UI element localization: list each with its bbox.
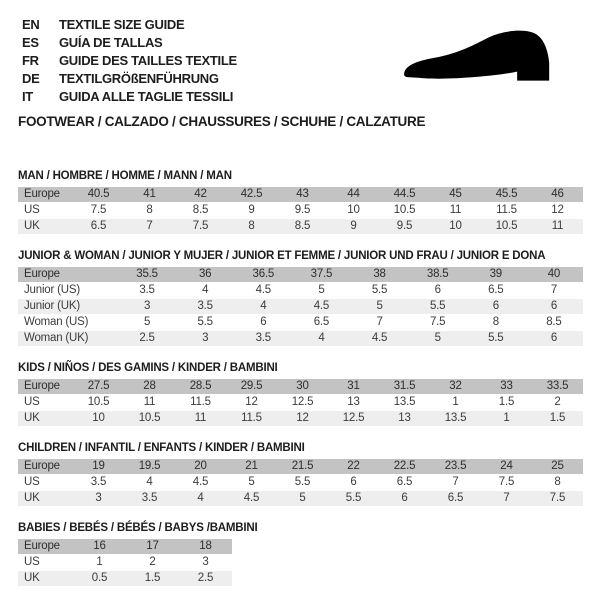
row-label: US (18, 395, 73, 411)
size-cell: 10.5 (379, 203, 430, 219)
size-cell: 35.5 (118, 267, 176, 283)
size-cell: 2 (532, 395, 583, 411)
row-label: Europe (18, 187, 73, 203)
size-cell: 42.5 (226, 187, 277, 203)
size-cell: 7.5 (481, 475, 532, 491)
size-cell: 45 (430, 187, 481, 203)
row-label: Junior (UK) (18, 299, 118, 315)
size-cell: 3 (176, 331, 234, 347)
size-cell: 44.5 (379, 187, 430, 203)
size-cell: 36 (176, 267, 234, 283)
size-cell: 5.5 (328, 491, 379, 507)
row-label: UK (18, 411, 73, 427)
size-cell: 13.5 (379, 395, 430, 411)
size-cell: 4 (292, 331, 350, 347)
row-label: Woman (UK) (18, 331, 118, 347)
language-code: DE (22, 71, 40, 86)
size-table (18, 539, 232, 587)
size-cell: 9.5 (277, 203, 328, 219)
size-cell: 28.5 (175, 379, 226, 395)
row-label: Woman (US) (18, 315, 118, 331)
size-cell: 18 (179, 539, 232, 555)
size-cell: 5.5 (467, 331, 525, 347)
section-babies (18, 522, 583, 587)
size-cell: 37.5 (292, 267, 350, 283)
size-cell: 0.5 (73, 571, 126, 587)
size-cell: 6 (379, 491, 430, 507)
size-cell: 5.5 (409, 299, 467, 315)
size-cell: 7.5 (175, 219, 226, 235)
row-label: Junior (US) (18, 283, 118, 299)
row-label: UK (18, 571, 73, 587)
size-cell: 13.5 (430, 411, 481, 427)
size-cell: 20 (175, 459, 226, 475)
size-cell: 19.5 (124, 459, 175, 475)
size-cell: 16 (73, 539, 126, 555)
size-cell: 3 (73, 491, 124, 507)
size-cell: 10 (430, 219, 481, 235)
header (18, 12, 583, 106)
size-cell: 6 (525, 331, 583, 347)
size-cell: 3 (179, 555, 232, 571)
size-cell: 6 (234, 315, 292, 331)
size-cell: 4.5 (292, 299, 350, 315)
table-row (18, 283, 583, 299)
size-cell: 8.5 (525, 315, 583, 331)
size-cell: 1.5 (481, 395, 532, 411)
size-cell: 3.5 (234, 331, 292, 347)
table-row (18, 555, 232, 571)
size-cell: 6 (409, 283, 467, 299)
size-cell: 38 (351, 267, 409, 283)
size-cell: 44 (328, 187, 379, 203)
size-cell: 5.5 (176, 315, 234, 331)
language-code: IT (22, 89, 33, 104)
size-table (18, 379, 583, 427)
table-row (18, 475, 583, 491)
size-cell: 9 (328, 219, 379, 235)
table-row (18, 187, 583, 203)
size-cell: 10.5 (124, 411, 175, 427)
size-cell: 28 (124, 379, 175, 395)
size-cell: 40 (525, 267, 583, 283)
size-cell: 8 (124, 203, 175, 219)
size-cell: 1 (481, 411, 532, 427)
table-title: MAN / HOMBRE / HOMME / MANN / MAN (18, 170, 232, 182)
size-cell: 21 (226, 459, 277, 475)
size-cell: 13 (328, 395, 379, 411)
language-code: ES (22, 35, 39, 50)
table-row (18, 571, 232, 587)
row-label: UK (18, 219, 73, 235)
table-row (18, 299, 583, 315)
size-cell: 3.5 (176, 299, 234, 315)
table-row (18, 379, 583, 395)
language-row (22, 34, 237, 52)
table-title: JUNIOR & WOMAN / JUNIOR Y MUJER / JUNIOR ET FEMME / JUNIOR UND FRAU / JUNIOR E DONA (18, 250, 546, 262)
language-row (22, 16, 237, 34)
size-cell: 6.5 (379, 475, 430, 491)
size-cell: 5 (409, 331, 467, 347)
table-row (18, 411, 583, 427)
size-cell: 6.5 (292, 315, 350, 331)
size-cell: 2 (126, 555, 179, 571)
size-cell: 1 (430, 395, 481, 411)
size-cell: 6.5 (467, 283, 525, 299)
table-row (18, 331, 583, 347)
table-row (18, 539, 232, 555)
size-cell: 3.5 (118, 283, 176, 299)
row-label: Europe (18, 267, 118, 283)
size-cell: 7.5 (409, 315, 467, 331)
size-cell: 3.5 (124, 491, 175, 507)
size-cell: 4.5 (175, 475, 226, 491)
size-cell: 5.5 (277, 475, 328, 491)
size-cell: 11 (430, 203, 481, 219)
table-row (18, 219, 583, 235)
size-cell: 22.5 (379, 459, 430, 475)
size-cell: 11.5 (175, 395, 226, 411)
size-cell: 8.5 (175, 203, 226, 219)
language-title: TEXTILGRÖßENFÜHRUNG (59, 71, 219, 86)
size-tables (18, 170, 583, 587)
size-cell: 36.5 (234, 267, 292, 283)
dress-shoe-icon (397, 25, 575, 97)
table-row (18, 491, 583, 507)
size-cell: 33 (481, 379, 532, 395)
size-cell: 12 (226, 395, 277, 411)
table-row (18, 315, 583, 331)
language-row (22, 70, 237, 88)
size-cell: 4 (124, 475, 175, 491)
size-cell: 5 (351, 299, 409, 315)
size-cell: 10 (73, 411, 124, 427)
size-cell: 7 (124, 219, 175, 235)
size-cell: 7 (525, 283, 583, 299)
size-cell: 8.5 (277, 219, 328, 235)
size-cell: 4 (234, 299, 292, 315)
size-cell: 12.5 (277, 395, 328, 411)
size-cell: 7 (481, 491, 532, 507)
size-cell: 31.5 (379, 379, 430, 395)
size-cell: 8 (467, 315, 525, 331)
row-label: Europe (18, 379, 73, 395)
size-cell: 12 (532, 203, 583, 219)
size-cell: 9.5 (379, 219, 430, 235)
size-cell: 11.5 (226, 411, 277, 427)
size-cell: 17 (126, 539, 179, 555)
table-title: CHILDREN / INFANTIL / ENFANTS / KINDER / BAMBINI (18, 442, 305, 454)
size-cell: 4.5 (351, 331, 409, 347)
size-cell: 11 (175, 411, 226, 427)
size-cell: 1.5 (126, 571, 179, 587)
size-cell: 43 (277, 187, 328, 203)
language-row (22, 52, 237, 70)
size-cell: 11 (532, 219, 583, 235)
size-cell: 5 (292, 283, 350, 299)
language-title: GUIDA ALLE TAGLIE TESSILI (59, 89, 234, 104)
size-cell: 1.5 (532, 411, 583, 427)
size-cell: 7 (351, 315, 409, 331)
size-cell: 7.5 (73, 203, 124, 219)
size-cell: 12 (277, 411, 328, 427)
row-label: UK (18, 491, 73, 507)
size-cell: 10 (328, 203, 379, 219)
table-row (18, 395, 583, 411)
section-children (18, 442, 583, 507)
size-cell: 9 (226, 203, 277, 219)
size-cell: 25 (532, 459, 583, 475)
size-cell: 33.5 (532, 379, 583, 395)
size-cell: 11.5 (481, 203, 532, 219)
size-cell: 5 (118, 315, 176, 331)
size-cell: 22 (328, 459, 379, 475)
size-table (18, 459, 583, 507)
size-cell: 6 (525, 299, 583, 315)
table-title: KIDS / NIÑOS / DES GAMINS / KINDER / BAMBINI (18, 362, 278, 374)
size-cell: 7.5 (532, 491, 583, 507)
size-cell: 45.5 (481, 187, 532, 203)
size-cell: 32 (430, 379, 481, 395)
size-cell: 19 (73, 459, 124, 475)
size-cell: 42 (175, 187, 226, 203)
size-cell: 6.5 (73, 219, 124, 235)
size-cell: 40.5 (73, 187, 124, 203)
size-cell: 2.5 (118, 331, 176, 347)
size-cell: 5 (226, 475, 277, 491)
size-cell: 23.5 (430, 459, 481, 475)
size-cell: 21.5 (277, 459, 328, 475)
language-list (18, 12, 237, 106)
size-cell: 39 (467, 267, 525, 283)
size-cell: 31 (328, 379, 379, 395)
row-label: Europe (18, 459, 73, 475)
size-table (18, 187, 583, 235)
size-cell: 8 (226, 219, 277, 235)
size-cell: 2.5 (179, 571, 232, 587)
size-cell: 5.5 (351, 283, 409, 299)
size-cell: 3 (118, 299, 176, 315)
language-title: GUÍA DE TALLAS (59, 35, 163, 50)
size-cell: 3.5 (73, 475, 124, 491)
size-cell: 5 (277, 491, 328, 507)
row-label: US (18, 475, 73, 491)
size-cell: 13 (379, 411, 430, 427)
category-title: FOOTWEAR / CALZADO / CHAUSSURES / SCHUHE / CALZATURE (18, 114, 426, 129)
section-kids (18, 362, 583, 427)
size-cell: 6 (328, 475, 379, 491)
table-row (18, 267, 583, 283)
size-cell: 4.5 (234, 283, 292, 299)
table-row (18, 459, 583, 475)
size-cell: 10.5 (73, 395, 124, 411)
size-cell: 4.5 (226, 491, 277, 507)
size-table (18, 267, 583, 347)
size-cell: 11 (124, 395, 175, 411)
size-cell: 6 (467, 299, 525, 315)
size-cell: 8 (532, 475, 583, 491)
size-cell: 38.5 (409, 267, 467, 283)
language-code: FR (22, 53, 39, 68)
section-junior (18, 250, 583, 347)
section-man (18, 170, 583, 235)
row-label: US (18, 203, 73, 219)
size-cell: 12.5 (328, 411, 379, 427)
language-row (22, 88, 237, 106)
language-code: EN (22, 17, 40, 32)
size-cell: 24 (481, 459, 532, 475)
size-cell: 6.5 (430, 491, 481, 507)
row-label: Europe (18, 539, 73, 555)
size-cell: 27.5 (73, 379, 124, 395)
size-cell: 4 (175, 491, 226, 507)
size-cell: 30 (277, 379, 328, 395)
size-cell: 4 (176, 283, 234, 299)
size-cell: 41 (124, 187, 175, 203)
size-cell: 1 (73, 555, 126, 571)
row-label: US (18, 555, 73, 571)
table-row (18, 203, 583, 219)
size-cell: 7 (430, 475, 481, 491)
table-title: BABIES / BEBÉS / BÉBÉS / BABYS /BAMBINI (18, 522, 258, 534)
language-title: TEXTILE SIZE GUIDE (59, 17, 185, 32)
size-cell: 29.5 (226, 379, 277, 395)
size-cell: 10.5 (481, 219, 532, 235)
size-cell: 46 (532, 187, 583, 203)
language-title: GUIDE DES TAILLES TEXTILE (59, 53, 237, 68)
